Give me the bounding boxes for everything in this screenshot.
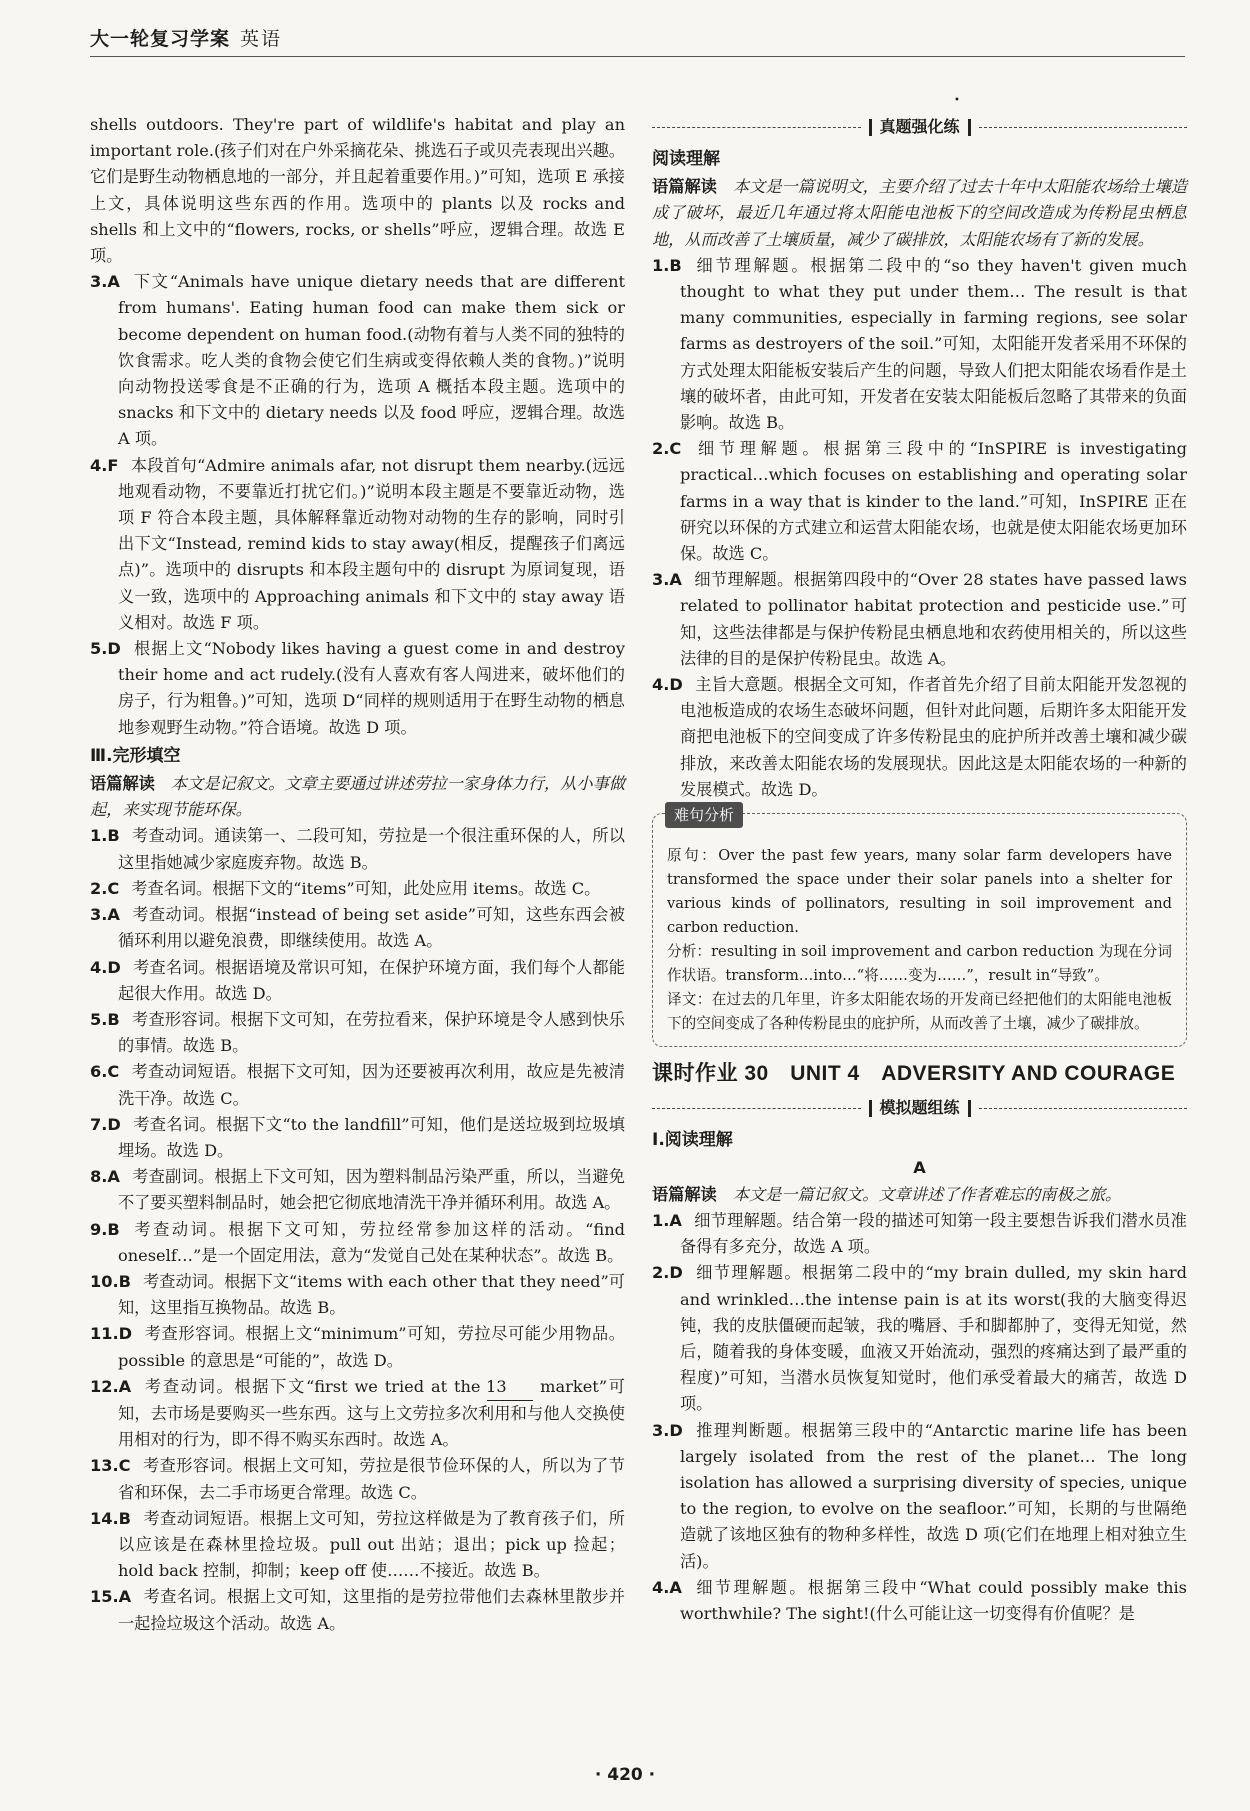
answer-item [90, 453, 625, 636]
right-answer-list-2 [652, 1208, 1187, 1627]
difficult-sentence-box [652, 806, 1187, 1047]
answer-text: 考查名词。根据上文可知，这里指的是劳拉带他们去森林里散步并一起捡垃圾这个活动。故选 A。 [118, 1587, 625, 1633]
answer-item [652, 672, 1187, 803]
banner-real-exam-title: 真题强化练 [879, 116, 960, 136]
answer-item [90, 1321, 625, 1373]
answer-text: 本段首句“Admire animals afar, not disrupt them nearby.(远远地观看动物，不要靠近打扰它们。)”说明本段主题是不要靠近动物，选项 F 符合本段主题，具体解释靠近动物对动物的生存的影响，同时引出下文“Instead, remind kids to stay away(相反，提醒孩子们离远点)”。选项中的 disrupts 和本段主题句中的 disrupt 为原词复现，语义一致，选项中的 Approaching animals 和下文中的 stay away 语义相对。故选 F 项。 [118, 455, 625, 632]
cloze-intro [90, 771, 625, 823]
banner-real-exam [652, 114, 1187, 140]
answer-text: 细节理解题。根据第三段中的“InSPIRE is investigating practical…which focuses on establishing and operating solar farms in a way that is kinder to the land.”可知，InSPIRE 正在研究以环保的方式建立和运营太阳能农场，也就是使太阳能农场更加环保。故选 C。 [680, 439, 1187, 564]
answer-number: 1.B [90, 826, 120, 846]
reading-intro [652, 174, 1187, 253]
unit-title: 课时作业 30 UNIT 4 ADVERSITY AND COURAGE [652, 1062, 1176, 1086]
subject-label: 英语 [240, 28, 283, 50]
answer-item [90, 636, 625, 741]
answer-number: 3.A [652, 570, 682, 590]
answer-text: 下文“Animals have unique dietary needs that are different from humans'. Eating human food can make them sick or become dependent on human food.(动物有着与人类不同的独特的饮食需求。吃人类的食物会使它们生病或变得依赖人类的食物。)”说明向动物投送零食是不正确的行为，选项 A 概括本段主题。选项中的 snacks 和下文中的 dietary needs 以及 food 呼应，逻辑合理。故选 A 项。 [118, 272, 625, 449]
answer-item [652, 253, 1187, 436]
box-translation-text: 在过去的几年里，许多太阳能农场的开发商已经把他们的太阳能电池板下的空间变成了各种传粉昆虫的庇护所，从而改善了土壤，减少了碳排放。 [667, 991, 1172, 1033]
answer-item [90, 1506, 625, 1585]
answer-number: 15.A [90, 1587, 132, 1607]
blank-number: 13 [487, 1374, 533, 1401]
answer-number: 4.D [90, 957, 121, 977]
reading-intro-label: 语篇解读 [652, 177, 717, 197]
answer-text: 考查形容词。根据下文可知，在劳拉看来，保护环境是令人感到快乐的事情。故选 B。 [118, 1009, 625, 1056]
right-answer-list-1 [652, 253, 1187, 803]
answer-number: 8.A [90, 1167, 120, 1187]
answer-item [90, 876, 625, 902]
left-answer-list-1 [90, 269, 625, 741]
answer-text: 考查动词短语。根据上文可知，劳拉这样做是为了教育孩子们，所以应该是在森林里捡垃圾。pull out 出站；退出；pick up 捡起；hold back 控制，抑制；keep off 使……不接近。故选 B。 [118, 1508, 625, 1581]
answer-item [90, 1584, 625, 1636]
answer-text: 考查形容词。根据上文可知，劳拉是很节俭环保的人，所以为了节省和环保，去二手市场更合常理。故选 C。 [118, 1456, 625, 1502]
section-cloze-title: Ⅲ.完形填空 [90, 745, 181, 766]
answer-item [90, 902, 625, 954]
answer-number: 9.B [90, 1219, 120, 1239]
answer-item [652, 1208, 1187, 1260]
answer-number: 3.A [90, 905, 120, 925]
answer-text: 细节理解题。根据第二段中的“so they haven't given much thought to what they put under them… The result is that many communities, especially in farming regions, see solar farms as destroyers of the soil.”可知，太阳能开发者采用不环保的方式处理太阳能板安装后产生的问题，导致人们把太阳能农场看作是土壤的破坏者，由此可知，开发者在安装太阳能板后忽略了其带来的负面影响。故选 B。 [680, 255, 1187, 433]
answer-number: 2.C [652, 439, 682, 459]
left-intro: shells outdoors. They're part of wildlife's habitat and play an important role.(孩子们对在户外采摘花朵、挑选石子或贝壳表现出兴趣。它们是野生动物栖息地的一部分，并且起着重要作用。)”可知，选项 E 承接上文，具体说明这些东西的作用。选项中的 plants 以及 rocks and shells 和上文中的“flowers, rocks, or shells”呼应，逻辑合理。故选 E 项。 [90, 115, 625, 266]
answer-item [90, 823, 625, 875]
answer-number: 3.A [90, 272, 120, 292]
box-tag: 难句分析 [665, 802, 743, 828]
answer-item [90, 1164, 625, 1216]
answer-text: 细节理解题。结合第一段的描述可知第一段主要想告诉我们潜水员准备得有多充分，故选 A 项。 [680, 1210, 1187, 1257]
answer-number: 3.D [652, 1420, 683, 1440]
answer-item [652, 436, 1187, 567]
answer-text: 考查副词。根据上下文可知，因为塑料制品污染严重，所以，当避免不了要买塑料制品时，她会把它彻底地清洗干净并循环利用。故选 A。 [118, 1167, 625, 1213]
banner-mock [652, 1095, 1187, 1121]
answer-number: 1.B [652, 255, 682, 275]
answer-number: 5.D [90, 639, 121, 659]
banner-mock-title: 模拟题组练 [879, 1098, 960, 1118]
page-header [90, 22, 1185, 57]
answer-text: 考查动词。根据下文可知，劳拉经常参加这样的活动。“find oneself…”是一个固定用法，意为“发觉自己处在某种状态”。故选 B。 [118, 1219, 625, 1265]
answer-number: 10.B [90, 1271, 132, 1291]
answer-text: 考查动词。根据下文“first we tried at the [143, 1376, 488, 1396]
answer-number: 2.D [652, 1263, 683, 1283]
answer-number: 5.B [90, 1009, 120, 1029]
answer-item [90, 1112, 625, 1164]
box-original-label: 原句： [667, 847, 719, 865]
box-analysis [667, 940, 1172, 988]
box-translation-label: 译文： [667, 991, 712, 1009]
answer-text: 考查名词。根据语境及常识可知，在保护环境方面，我们每个人都能起很大作用。故选 D。 [118, 957, 625, 1003]
right-column [652, 112, 1187, 1627]
answer-number: 4.F [90, 455, 119, 475]
answer-item [652, 1260, 1187, 1417]
answer-number: 2.C [90, 878, 120, 898]
passage-intro-label: 语篇解读 [652, 1184, 717, 1204]
passage-intro [652, 1182, 1187, 1208]
answer-text: market”可知，去市场是要购买一些东西。这与上文劳拉多次利用和与他人交换使用相对的行为，即不得不购买东西时。故选 A。 [118, 1376, 625, 1450]
answer-number: 11.D [90, 1324, 133, 1344]
answer-text: 细节理解题。根据第四段中的“Over 28 states have passed laws related to pollinator habitat protection and pesticide use.”可知，这些法律都是与保护传粉昆虫栖息地和农药使用相关的，所以这些法律的目的是保护传粉昆虫。故选 A。 [680, 570, 1187, 668]
answer-number: 14.B [90, 1508, 132, 1528]
answer-item [90, 269, 625, 452]
box-original [667, 844, 1172, 940]
cloze-intro-text: 本文是记叙文。文章主要通过讲述劳拉一家身体力行，从小事做起，来实现节能环保。 [90, 774, 626, 820]
answer-item [90, 955, 625, 1007]
answer-text: 考查形容词。根据上文“minimum”可知，劳拉尽可能少用物品。possible 的意思是“可能的”，故选 D。 [118, 1324, 625, 1370]
answer-text: 考查动词。根据“instead of being set aside”可知，这些东西会被循环利用以避免浪费，即继续使用。故选 A。 [118, 905, 625, 951]
answer-text: 考查名词。根据下文“to the landfill”可知，他们是送垃圾到垃圾填埋场。故选 D。 [118, 1114, 625, 1160]
passage-letter: A [913, 1158, 926, 1178]
answer-number: 7.D [90, 1114, 121, 1134]
answer-number: 4.A [652, 1577, 682, 1597]
answer-item [652, 1418, 1187, 1575]
left-answer-list-2 [90, 823, 625, 1636]
box-analysis-text: resulting in soil improvement and carbon reduction 为现在分词作状语。transform…into…“将……变为……”，result in“导致”。 [667, 943, 1172, 985]
decorative-dot: • [954, 95, 960, 106]
box-original-text: Over the past few years, many solar farm developers have transformed the space under their solar panels into a shelter for various kinds of pollinators, resulting in soil improvement and carbon reduction. [667, 847, 1172, 937]
answer-number: 4.D [652, 675, 683, 695]
passage-intro-text: 本文是一篇记叙文。文章讲述了作者难忘的南极之旅。 [732, 1184, 1122, 1204]
left-column [90, 112, 625, 1637]
answer-item [90, 1217, 625, 1269]
answer-number: 6.C [90, 1062, 120, 1082]
box-analysis-label: 分析： [667, 943, 712, 961]
answer-text: 主旨大意题。根据全文可知，作者首先介绍了目前太阳能开发忽视的电池板造成的农场生态破坏问题，但针对此问题，后期许多太阳能开发商把电池板下的空间变成了许多传粉昆虫的庇护所并改善土壤和减少碳排放，来改善太阳能农场的发展现状。因此这是太阳能农场的一种新的发展模式。故选 D。 [680, 675, 1187, 799]
answer-text: 推理判断题。根据第三段中的“Antarctic marine life has been largely isolated from the rest of the planet… The long isolation has allowed a surprising diversity of species, unique to the region, to evolve on the seafloor.”可知，长期的与世隔绝造就了该地区独有的物种多样性，故选 D 项(它们在地理上相对独立生活)。 [680, 1420, 1187, 1571]
answer-text: 根据上文“Nobody likes having a guest come in and destroy their home and act rudely.(没有人喜欢有客人闯进来，破坏他们的房子，行为粗鲁。)”可知，选项 D“同样的规则适用于在野生动物的栖息地参观野生动物。”符合语境。故选 D 项。 [118, 639, 625, 737]
answer-item [652, 1575, 1187, 1627]
answer-number: 1.A [652, 1210, 682, 1230]
book-title: 大一轮复习学案 [90, 28, 231, 50]
page-number: · 420 · [594, 1765, 656, 1785]
answer-item [90, 1059, 625, 1111]
answer-item [652, 567, 1187, 672]
answer-text: 考查动词。根据下文“items with each other that they need”可知，这里指互换物品。故选 B。 [118, 1271, 625, 1318]
answer-number: 12.A [90, 1376, 132, 1396]
answer-text: 考查名词。根据下文的“items”可知，此处应用 items。故选 C。 [131, 878, 601, 898]
reading-intro-text: 本文是一篇说明文，主要介绍了过去十年中太阳能农场给土壤造成了破坏，最近几年通过将太阳能电池板下的空间改造成为传粉昆虫栖息地，从而改善了土壤质量，减少了碳排放，太阳能农场有了新的发展。 [652, 177, 1188, 249]
answer-text: 考查动词。通读第一、二段可知，劳拉是一个很注重环保的人，所以这里指她减少家庭废弃物。故选 B。 [118, 826, 625, 872]
answer-item [90, 1453, 625, 1505]
answer-text: 细节理解题。根据第二段中的“my brain dulled, my skin hard and wrinkled…the intense pain is at its worst(我的大脑变得迟钝，我的皮肤僵硬而起皱，我的嘴唇、手和脚都肿了，变得无知觉，然后，随着我的身体变暖，血液又开始流动，强烈的疼痛达到了最严重的程度)”可知，当潜水员恢复知觉时，他们承受着最大的痛苦，故选 D 项。 [680, 1263, 1187, 1414]
reading-title: 阅读理解 [652, 149, 720, 169]
answer-item [90, 1269, 625, 1321]
answer-text: 细节理解题。根据第三段中“What could possibly make this worthwhile? The sight!(什么可能让这一切变得有价值呢？是 [680, 1577, 1187, 1623]
answer-text: 考查动词短语。根据下文可知，因为还要被再次利用，故应是先被清洗干净。故选 C。 [118, 1062, 625, 1108]
section-reading-title: Ⅰ.阅读理解 [652, 1130, 733, 1151]
box-translation [667, 988, 1172, 1036]
answer-item [90, 1374, 625, 1454]
cloze-intro-label: 语篇解读 [90, 774, 155, 794]
answer-item [90, 1007, 625, 1059]
answer-number: 13.C [90, 1456, 131, 1476]
